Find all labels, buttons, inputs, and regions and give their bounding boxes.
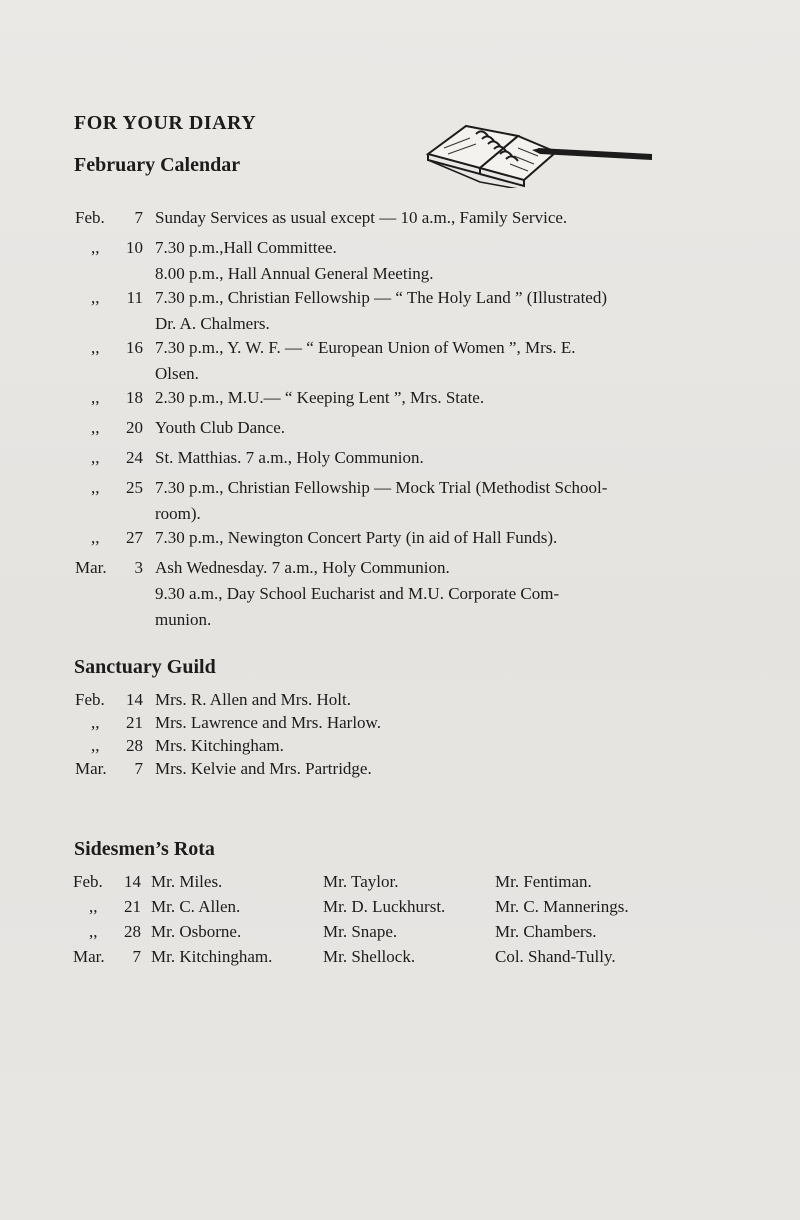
rota-sidesman-1: Mr. Kitchingham. xyxy=(151,947,273,966)
entry-text: Olsen. xyxy=(155,364,199,383)
entry-month: ,, xyxy=(91,448,100,467)
entry-day: 21 xyxy=(124,897,141,916)
entry-month: ,, xyxy=(91,736,100,755)
sanctuary-guild-heading: Sanctuary Guild xyxy=(74,656,216,678)
rota-sidesman-2: Mr. Snape. xyxy=(323,922,398,941)
page-title: FOR YOUR DIARY xyxy=(74,112,257,134)
entry-month: ,, xyxy=(91,288,100,307)
entry-month: ,, xyxy=(89,897,98,916)
diary-pen-icon xyxy=(420,108,660,188)
entry-text: Mrs. R. Allen and Mrs. Holt. xyxy=(155,690,351,709)
entry-day: 7 xyxy=(134,759,143,778)
entry-day: 21 xyxy=(126,713,143,732)
entry-day: 18 xyxy=(126,388,143,407)
rota-sidesman-2: Mr. Taylor. xyxy=(323,872,399,891)
entry-day: 27 xyxy=(126,528,143,547)
entry-text: Sunday Services as usual except — 10 a.m., Family Service. xyxy=(155,208,568,227)
entry-text: Dr. A. Chalmers. xyxy=(155,314,270,333)
entry-day: 11 xyxy=(126,288,143,307)
rota-sidesman-2: Mr. D. Luckhurst. xyxy=(323,897,446,916)
rota-sidesman-2: Mr. Shellock. xyxy=(323,947,416,966)
entry-month: ,, xyxy=(91,478,100,497)
entry-month: ,, xyxy=(91,238,100,257)
entry-text: 2.30 p.m., M.U.— “ Keeping Lent ”, Mrs. State. xyxy=(155,388,485,407)
rota-sidesman-3: Mr. Fentiman. xyxy=(495,872,592,891)
rota-sidesman-3: Col. Shand-Tully. xyxy=(495,947,616,966)
entry-day: 10 xyxy=(126,238,143,257)
entry-day: 28 xyxy=(126,736,143,755)
entry-text: 7.30 p.m., Christian Fellowship — Mock Trial (Methodist School- xyxy=(155,478,608,497)
entry-month: ,, xyxy=(91,713,100,732)
rota-sidesman-3: Mr. Chambers. xyxy=(495,922,597,941)
entry-month: ,, xyxy=(91,528,100,547)
entry-text: 7.30 p.m., Newington Concert Party (in aid of Hall Funds). xyxy=(155,528,558,547)
entry-month: ,, xyxy=(91,388,100,407)
entry-text: Ash Wednesday. 7 a.m., Holy Communion. xyxy=(155,558,450,577)
entry-text: Mrs. Kitchingham. xyxy=(155,736,284,755)
entry-text: 8.00 p.m., Hall Annual General Meeting. xyxy=(155,264,434,283)
entry-month: Mar. xyxy=(75,558,107,577)
rota-sidesman-1: Mr. C. Allen. xyxy=(151,897,241,916)
entry-text: 7.30 p.m., Christian Fellowship — “ The Holy Land ” (Illustrated) xyxy=(155,288,608,307)
entry-day: 24 xyxy=(126,448,143,467)
calendar-heading: February Calendar xyxy=(74,154,241,176)
entry-text: 7.30 p.m., Y. W. F. — “ European Union of Women ”, Mrs. E. xyxy=(155,338,576,357)
entry-month: Mar. xyxy=(75,759,107,778)
entry-text: munion. xyxy=(155,610,212,629)
entry-month: Feb. xyxy=(75,690,105,709)
entry-day: 28 xyxy=(124,922,141,941)
entry-day: 3 xyxy=(134,558,143,577)
entry-day: 20 xyxy=(126,418,143,437)
entry-text: Youth Club Dance. xyxy=(155,418,286,437)
entry-day: 25 xyxy=(126,478,143,497)
entry-day: 7 xyxy=(134,208,143,227)
entry-text: 7.30 p.m.,Hall Committee. xyxy=(155,238,337,257)
entry-text: 9.30 a.m., Day School Eucharist and M.U. Corporate Com- xyxy=(155,584,560,603)
entry-text: room). xyxy=(155,504,201,523)
entry-month: ,, xyxy=(91,338,100,357)
entry-month: ,, xyxy=(89,922,98,941)
entry-month: Feb. xyxy=(75,208,105,227)
entry-text: Mrs. Lawrence and Mrs. Harlow. xyxy=(155,713,381,732)
rota-sidesman-1: Mr. Osborne. xyxy=(151,922,242,941)
entry-day: 7 xyxy=(132,947,141,966)
entry-day: 14 xyxy=(126,690,143,709)
entry-month: Mar. xyxy=(73,947,105,966)
rota-sidesman-3: Mr. C. Mannerings. xyxy=(495,897,629,916)
entry-day: 14 xyxy=(124,872,141,891)
sidesmen-rota-heading: Sidesmen’s Rota xyxy=(74,838,215,860)
rota-sidesman-1: Mr. Miles. xyxy=(151,872,223,891)
entry-text: Mrs. Kelvie and Mrs. Partridge. xyxy=(155,759,372,778)
entry-month: ,, xyxy=(91,418,100,437)
entry-text: St. Matthias. 7 a.m., Holy Communion. xyxy=(155,448,424,467)
entry-month: Feb. xyxy=(73,872,103,891)
entry-day: 16 xyxy=(126,338,143,357)
